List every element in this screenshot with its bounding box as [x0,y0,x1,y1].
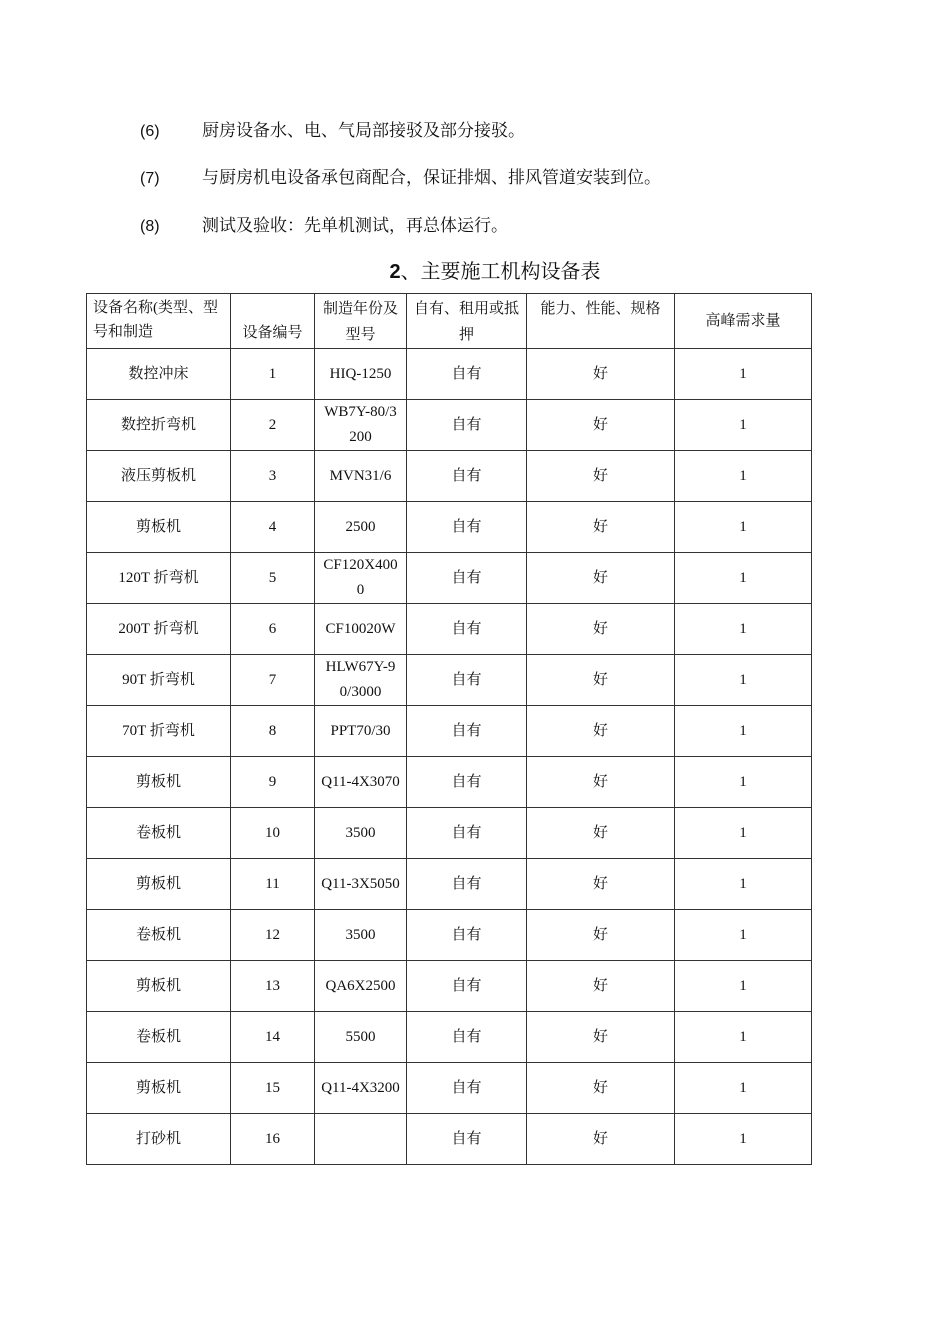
cell-peak: 1 [675,961,812,1012]
cell-model: 2500 [315,502,407,553]
table-row [87,1063,812,1114]
cell-code: 1 [231,349,315,400]
table-title [0,258,950,285]
cell-peak: 1 [675,910,812,961]
cell-code: 6 [231,604,315,655]
cell-capability: 好 [527,1063,675,1114]
cell-ownership: 自有 [407,655,527,706]
cell-model: 5500 [315,1012,407,1063]
cell-code: 14 [231,1012,315,1063]
cell-name: 卷板机 [87,910,231,961]
cell-ownership: 自有 [407,859,527,910]
cell-ownership: 自有 [407,808,527,859]
cell-ownership: 自有 [407,604,527,655]
cell-name: 90T 折弯机 [87,655,231,706]
cell-ownership: 自有 [407,706,527,757]
cell-capability: 好 [527,451,675,502]
cell-name: 120T 折弯机 [87,553,231,604]
cell-name: 数控冲床 [87,349,231,400]
cell-model: QA6X2500 [315,961,407,1012]
cell-model: Q11-4X3200 [315,1063,407,1114]
cell-peak: 1 [675,1114,812,1165]
cell-capability: 好 [527,859,675,910]
table-row [87,757,812,808]
cell-model [315,1114,407,1165]
cell-model: MVN31/6 [315,451,407,502]
header-model: 制造年份及型号 [315,294,407,349]
cell-capability: 好 [527,1012,675,1063]
cell-model: Q11-4X3070 [315,757,407,808]
equipment-table [86,293,812,1165]
cell-code: 15 [231,1063,315,1114]
cell-name: 卷板机 [87,808,231,859]
item-number: (8) [140,218,160,235]
cell-code: 4 [231,502,315,553]
table-row [87,604,812,655]
cell-code: 8 [231,706,315,757]
cell-capability: 好 [527,757,675,808]
cell-name: 200T 折弯机 [87,604,231,655]
cell-name: 剪板机 [87,757,231,808]
cell-name: 剪板机 [87,961,231,1012]
table-row [87,553,812,604]
cell-name: 剪板机 [87,859,231,910]
header-code: 设备编号 [231,294,315,349]
table-row [87,502,812,553]
table-row [87,451,812,502]
cell-capability: 好 [527,961,675,1012]
cell-ownership: 自有 [407,961,527,1012]
cell-model: HIQ-1250 [315,349,407,400]
item-text: 与厨房机电设备承包商配合，保证排烟、排风管道安装到位。 [202,168,661,188]
cell-capability: 好 [527,604,675,655]
cell-capability: 好 [527,655,675,706]
cell-capability: 好 [527,808,675,859]
cell-code: 7 [231,655,315,706]
cell-peak: 1 [675,1063,812,1114]
cell-code: 2 [231,400,315,451]
table-row [87,655,812,706]
cell-peak: 1 [675,655,812,706]
cell-name: 卷板机 [87,1012,231,1063]
cell-ownership: 自有 [407,400,527,451]
header-ownership: 自有、租用或抵押 [407,294,527,349]
cell-code: 16 [231,1114,315,1165]
cell-name: 液压剪板机 [87,451,231,502]
table-row [87,1012,812,1063]
table-row [87,859,812,910]
cell-capability: 好 [527,1114,675,1165]
cell-peak: 1 [675,1012,812,1063]
cell-peak: 1 [675,859,812,910]
cell-model: WB7Y-80/3200 [315,400,407,451]
table-row [87,808,812,859]
cell-peak: 1 [675,604,812,655]
cell-model: CF10020W [315,604,407,655]
cell-peak: 1 [675,349,812,400]
cell-ownership: 自有 [407,910,527,961]
cell-peak: 1 [675,400,812,451]
cell-code: 13 [231,961,315,1012]
cell-model: PPT70/30 [315,706,407,757]
cell-code: 9 [231,757,315,808]
cell-capability: 好 [527,553,675,604]
cell-model: 3500 [315,910,407,961]
table-row [87,400,812,451]
cell-name: 数控折弯机 [87,400,231,451]
item-text: 厨房设备水、电、气局部接驳及部分接驳。 [202,121,525,141]
table-title-number: 2 [389,261,401,283]
cell-capability: 好 [527,910,675,961]
cell-model: 3500 [315,808,407,859]
list-item [140,215,508,238]
table-row [87,910,812,961]
list-item [140,120,525,143]
cell-peak: 1 [675,502,812,553]
cell-capability: 好 [527,400,675,451]
cell-name: 打砂机 [87,1114,231,1165]
cell-ownership: 自有 [407,349,527,400]
cell-ownership: 自有 [407,451,527,502]
cell-peak: 1 [675,757,812,808]
cell-model: CF120X4000 [315,553,407,604]
cell-ownership: 自有 [407,1063,527,1114]
cell-peak: 1 [675,808,812,859]
item-number: (7) [140,170,160,187]
cell-code: 5 [231,553,315,604]
cell-capability: 好 [527,502,675,553]
table-row [87,961,812,1012]
table-title-text: 、主要施工机构设备表 [400,259,601,283]
cell-ownership: 自有 [407,553,527,604]
cell-code: 3 [231,451,315,502]
header-capability: 能力、性能、规格 [527,294,675,349]
cell-capability: 好 [527,349,675,400]
cell-model: HLW67Y-90/3000 [315,655,407,706]
cell-ownership: 自有 [407,1114,527,1165]
header-name: 设备名称(类型、型号和制造 [87,294,231,349]
item-number: (6) [140,123,160,140]
cell-name: 70T 折弯机 [87,706,231,757]
list-item [140,167,661,190]
table-row [87,349,812,400]
cell-code: 10 [231,808,315,859]
cell-name: 剪板机 [87,502,231,553]
cell-code: 12 [231,910,315,961]
cell-capability: 好 [527,706,675,757]
cell-ownership: 自有 [407,502,527,553]
cell-code: 11 [231,859,315,910]
item-text: 测试及验收：先单机测试，再总体运行。 [202,216,508,236]
header-peak: 高峰需求量 [675,294,812,349]
cell-peak: 1 [675,553,812,604]
cell-peak: 1 [675,706,812,757]
cell-ownership: 自有 [407,757,527,808]
cell-name: 剪板机 [87,1063,231,1114]
table-row [87,1114,812,1165]
cell-model: Q11-3X5050 [315,859,407,910]
cell-ownership: 自有 [407,1012,527,1063]
table-header-row [87,294,812,349]
cell-peak: 1 [675,451,812,502]
table-row [87,706,812,757]
